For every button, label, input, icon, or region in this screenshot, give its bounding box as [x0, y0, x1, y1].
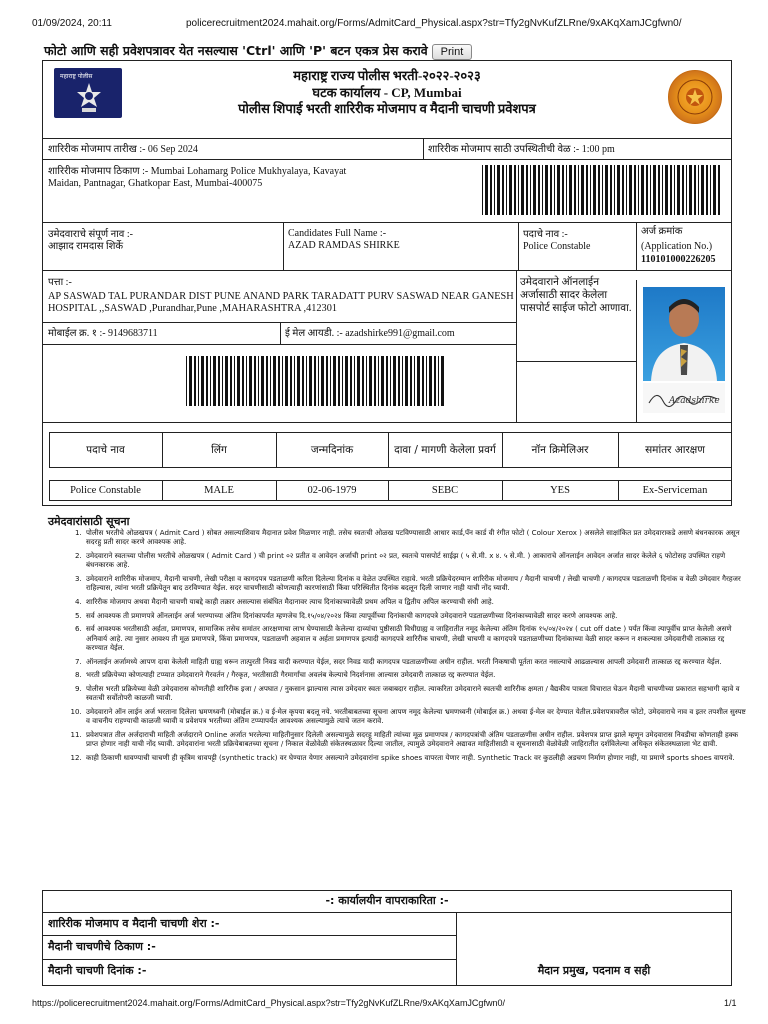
col-header-parallel-reservation: समांतर आरक्षण — [645, 444, 705, 456]
post-label: पदाचे नाव :- — [523, 229, 568, 240]
application-no-label-en: (Application No.) — [641, 241, 713, 252]
col-header-gender: लिंग — [211, 444, 227, 456]
col-header-category: दावा / मागणी केलेला प्रवर्ग — [394, 443, 496, 456]
cell-gender: MALE — [204, 485, 234, 496]
mobile-number: मोबाईल क्र. १ :- 9149683711 — [48, 328, 158, 339]
instruction-item: 12. काही ठिकाणी धावण्याची चाचणी ही कृत्रिम धावपट्टी (synthetic track) वर घेण्यात येणार असल्याने उमेदवारांना spike shoes वापरता येणार नाही. Synthetic Track वर कुठलीही अडचण निर्माण होणार नाही, या प्रमाणे sports shoes वापरावे. — [84, 753, 746, 762]
print-warning — [44, 42, 472, 60]
instructions-title: उमेदवारांसाठी सूचना — [48, 515, 130, 528]
post-value: Police Constable — [523, 241, 591, 252]
signature-text: Azadshirke — [669, 396, 720, 406]
col-header-post: पदाचे नाव — [86, 444, 125, 456]
cell-parallel-reservation: Ex-Serviceman — [642, 485, 708, 496]
name-mr-label: उमेदवाराचे संपूर्ण नाव :- — [48, 229, 133, 240]
test-location — [48, 166, 378, 190]
instruction-item: 7. ऑनलाईन अर्जामध्ये आपण दावा केलेली माहिती ग्राह्य धरून तात्पुरती निवड यादी करण्यात येईल, सदर निवड यादी कागदपत्र पडताळणीच्या अधीन राहील. भरती निकषाची पूर्तता करत नसल्याचे आढळल्यास आपली उमेदवारी तात्काळ रद्द करण्यात येईल. — [84, 657, 746, 666]
name-en-label: Candidates Full Name :- — [288, 228, 387, 239]
print-button[interactable]: Print — [432, 44, 473, 60]
office-ground-place: मैदानी चाचणीचे ठिकाण :- — [48, 940, 156, 953]
instruction-item: 6. सर्व आवश्यक भरतीसाठी अर्हता, प्रमाणपत्र, सामाजिक तसेच समांतर आरक्षणाचा लाभ घेण्यासाठी केलेल्या दाव्यांचा पुष्ठीसाठी विधीग्राह्य व जाहिरातीत नमूद केलेल्या अंतिम दिनांक १५/०४/२०२४ ( cut off date ) पर्यंत किंवा त्यापूर्वीच प्राप्त केलेली असणे अनिवार्य आहे. त्या नुसार आवश्य ती मूळ प्रमाणपत्रे, किंवा प्रमाणपत्र, पडताळणी अहवाल व अर्हता प्रमाणपत्र इत्यादी कागदपत्रे शारिरीक चाचणी, लेखी चाचणी व कागदपत्रे पडताळणीच्या दिनांकाच्या वेळी सादर करून न शकल्यास उमेदवारीची तात्काळ रद्द करण्यात येईल. — [84, 624, 746, 652]
name-en-value: AZAD RAMDAS SHIRKE — [288, 240, 400, 251]
test-time: शारिरीक मोजमाप साठी उपस्थितीची वेळ :- 1:00 pm — [428, 144, 615, 155]
office-use-title: -: कार्यालयीन वापराकारिता :- — [325, 894, 449, 907]
test-location-label: शारिरीक मोजमाप ठिकाण :- — [48, 166, 149, 177]
instruction-item: 3. उमेदवाराने शारिरीक मोजमाप, मैदानी चाचणी, लेखी परीक्षा व कागदपत्र पडताळणी करिता दिलेल्या दिनांक व वेळेत उपस्थित राहावे. भरती प्रक्रियेदरम्यान शारिरीक मोजमाप / मैदानी चाचणी / लेखी चाचणी / कागदपत्र पडताळणी दिनांक व वेळी उमेदवार गैरहजर राहिल्यास, त्यांना भरती प्रक्रियेतून बाद ठरविण्यात येईल. सदर चाचणीसाठी कोणत्याही कारणांसाठी किंवा परिस्थितीत दिनांक बदलून दिली जाणार नाही याची नोंद घ्यावी. — [84, 574, 746, 593]
instruction-item: 2. उमेदवाराने स्वतःच्या पोलीस भरतीचे ओळखपत्र ( Admit Card ) ची print ०२ प्रतीत व आवेदन अर्जाची print ०२ प्रत, स्वतःचे पासपोर्ट साईझ ( ५ से.मी. x ४. ५ से.मी. ) आकाराचे ऑनलाईन आवेदन अर्जात सादर केलेले ६ फोटोसह उपस्थित राहणे बंधनकारक आहे. — [84, 551, 746, 570]
application-barcode — [482, 165, 722, 215]
header-line-2: घटक कार्यालय - CP, Mumbai — [312, 85, 462, 100]
cell-non-creamy: YES — [550, 485, 570, 496]
cell-dob: 02-06-1979 — [307, 485, 357, 496]
instruction-item: 9. पोलीस भरती प्रक्रियेच्या वेळी उमेदवारास कोणतीही शारिरीक इजा / अपघात / नुकसान झाल्यास त्यास उमेदवार स्वतः जबाबदार राहील. त्याकरिता उमेदवाराने स्वतःची शारिरीक क्षमता / वैद्यकीय पात्रता विचारात घेऊन मैदानी चाचणीच्या प्रकारात सहभागी व्हावे व स्वतःची सर्वोतोपरी काळजी घ्यावी. — [84, 684, 746, 703]
photo-note: उमेदवाराने ऑनलाईन अर्जासाठी सादर केलेला पासपोर्ट साईज फोटो आणावा. — [520, 277, 632, 314]
office-remark: शारिरीक मोजमाप व मैदानी चाचणी शेरा :- — [48, 917, 220, 930]
candidate-signature — [643, 383, 725, 413]
logo-text: महाराष्ट्र पोलीस — [60, 73, 93, 80]
cell-post: Police Constable — [70, 485, 141, 496]
print-url: policerecruitment2024.mahait.org/Forms/AdmitCard_Physical.aspx?str=Tfy2gNvKufZLRne/9xAKqXamJCgfwn0/ — [186, 18, 682, 29]
print-warning-text: फोटो आणि सही प्रवेशपत्रावर येत नसल्यास 'Ctrl' आणि 'P' बटन एकत्र प्रेस करावे — [44, 43, 428, 58]
instruction-item: 4. शारिरीक मोजमाप अथवा मैदानी चाचणी याबद्दे काही तक्रार असल्यास संबंधित मैदानावर त्याच दिनांकाच्यावेळी प्रथम अपिल व द्वितीय अपिल करण्याची संधी आहे. — [84, 597, 746, 606]
col-header-dob: जन्मदिनांक — [310, 444, 354, 456]
cell-category: SEBC — [431, 485, 459, 496]
instruction-item: 8. भरती प्रक्रियेच्या कोणत्याही टप्प्यात उमेदवाराने गैरवर्तन / गैरकृत, भरतीसाठी गैरमार्गांचा अवलंब केल्याचे निदर्शनास आल्यास उमेदवारी तात्काळ रद्द करण्यात येईल. — [84, 670, 746, 679]
name-mr-value: आझाद रामदास शिर्के — [48, 241, 124, 252]
print-timestamp: 01/09/2024, 20:11 — [32, 18, 112, 29]
instructions-list — [64, 528, 746, 766]
office-signatory: मैदान प्रमुख, पदनाम व सही — [537, 964, 651, 977]
instruction-item: 5. सर्व आवश्यक ती प्रमाणपत्रे ऑनलाईन अर्ज भरण्याच्या अंतिम दिनांकापर्यंत म्हणजेच दि.१५/०४/२०२४ किंवा त्यापूर्वीच्या दिनांकाची कागदपत्रे उमेदवाराने पडताळणीच्या दिनांकाच्यावेळी सादर करणे आवश्यक आहे. — [84, 611, 746, 620]
instruction-item: 11. प्रवेशपत्रात तील अर्जदाराची माहिती अर्जदाराने Online अर्जात भरलेल्या माहितीनुसार दिलेली असल्यामुळे सदरहू माहिती त्यांच्या मूळ प्रमाणपत्र / कागदपत्रांची अंतिम पडताळणीस अधीन राहील. प्रवेशपत्र प्राप्त झाले म्हणून उमेदवारास निवडीचा कोणताही हक्क प्राप्त होणार नाही याची नोंद घ्यावी. उमेदवारांना भरती प्रक्रियेबाबतच्या सूचना / निकाल वेळोवेळी संकेतस्थळावर दिल्या जातील, त्यामुळे उमेदवाराने अद्यावत माहितीसाठी व सूचनासाठी वेळोवेळी जाहिरातीत दर्शविलेल्या अधिकृत संकेतस्थळाला भेट द्यावी. — [84, 730, 746, 749]
instruction-item: 1. पोलीस भरतीचे ओळखपत्र ( Admit Card ) सोबत असल्याशिवाय मैदानात प्रवेश मिळणार नाही. तसेच स्वतःची ओळख पटविण्यासाठी आधार कार्ड,पॅन कार्ड वी रंगीत फोटो ( Colour Xerox ) असलेले साक्षांकित प्रत उमेदवाराकडे असणे बंधनकारक असून सदरहु प्रती सादर करणे आवश्यक आहे. — [84, 528, 746, 547]
office-ground-date: मैदानी चाचणी दिनांक :- — [48, 964, 147, 977]
print-footer-url: https://policerecruitment2024.mahait.org/Forms/AdmitCard_Physical.aspx?str=Tfy2gNvKufZLRne/9xAKqXamJCgfwn0/ — [32, 998, 505, 1008]
application-no-value: 110101000226205 — [641, 254, 716, 265]
candidate-barcode — [186, 356, 446, 406]
print-page-number: 1/1 — [724, 998, 737, 1008]
instruction-item: 10. उमेदवाराने ऑन लाईन अर्ज भरताना दिलेला भ्रमणध्वनी (मोबाईल क्र.) व ई-मेल कृपया बदलू नये. भरतीबाबतच्या सूचना आपण नमूद केलेल्या भ्रमणध्वनी (मोबाईल क्र.) अथवा ई-मेल वर देण्यात येतील.प्रवेशपत्रावरील फोटो, उमेदवाराचे नाव व इतर तपशील सुस्पष्ट व वाचनीय राहण्याची काळजी घ्यावी व प्रवेशपत्र भरतीच्या अंतिम टप्प्यापर्यंत आवश्यक असल्यामुळे त्याचे जतन करावे. — [84, 707, 746, 726]
email-address: ई मेल आयडी. :- azadshirke991@gmail.com — [285, 328, 455, 339]
maharashtra-emblem-icon — [668, 70, 722, 124]
address-value: AP SASWAD TAL PURANDAR DIST PUNE ANAND PARK TARADATT PURV SASWAD NEAR GANESH HOSPITAL ,,SASWAD ,Purandhar,Pune ,MAHARASHTRA ,412301 — [48, 291, 514, 314]
col-header-non-creamy: नॉन क्रिमेलिअर — [531, 444, 589, 456]
test-location-value: Mumbai Lohamarg Police Mukhyalaya, Kavayat Maidan, Pantnagar, Ghatkopar East, Mumbai-400075 — [48, 166, 347, 189]
address-label: पत्ता :- — [48, 277, 72, 288]
application-no-label: अर्ज क्रमांक — [641, 226, 683, 237]
header-line-3: पोलीस शिपाई भरती शारिरीक मोजमाप व मैदानी चाचणी प्रवेशपत्र — [238, 101, 536, 116]
candidate-photo — [643, 287, 725, 381]
header-line-1: महाराष्ट्र राज्य पोलीस भरती-२०२२-२०२३ — [293, 68, 481, 83]
test-date: शारिरीक मोजमाप तारीख :- 06 Sep 2024 — [48, 144, 198, 155]
